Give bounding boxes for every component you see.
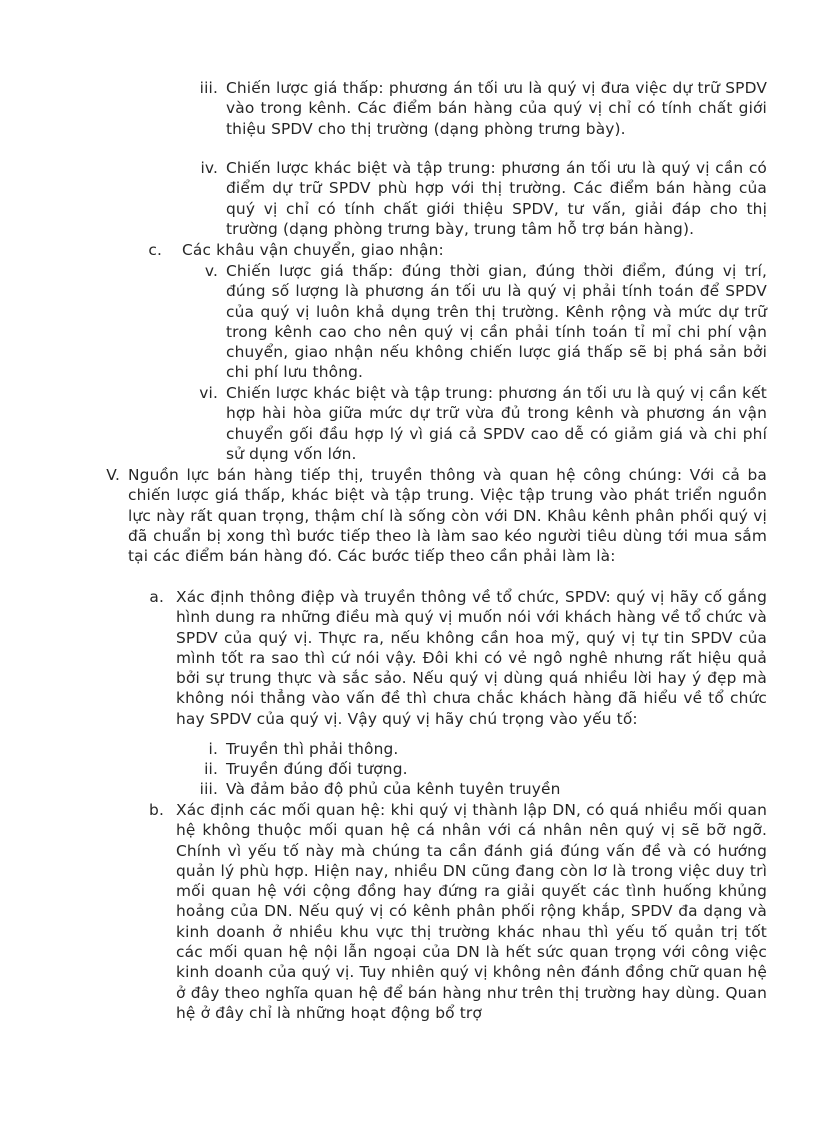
list-item: Chiến lược khác biệt và tập trung: phương án tối ưu là quý vị cần có điểm dự trữ SPDV phù hợp với thị trường. Các điểm bán hàng của quý vị chỉ có tính chất giới thiệu SPDV, tư vấn, giải đáp cho thị trường (dạng phòng trưng bày, trung tâm hỗ trợ bán hàng).: [226, 159, 767, 238]
list-marker: i.: [208, 740, 218, 758]
list-item: Và đảm bảo độ phủ của kênh tuyên truyền: [226, 780, 561, 798]
list-marker: a.: [149, 588, 164, 606]
list-marker: vi.: [199, 384, 218, 402]
section-marker: V.: [106, 466, 120, 484]
list-item: Chiến lược khác biệt và tập trung: phương án tối ưu là quý vị cần kết hợp hài hòa giữa mức dự trữ vừa đủ trong kênh và phương án vận chuyển gối đầu hợp lý vì giá cả SPDV cao dễ có giảm giá và chi phí sử dụng vốn lớn.: [226, 384, 767, 463]
section-heading: Các khâu vận chuyển, giao nhận:: [182, 241, 444, 259]
list-marker: b.: [149, 801, 164, 819]
list-marker: ii.: [204, 760, 218, 778]
list-item: Xác định các mối quan hệ: khi quý vị thành lập DN, có quá nhiều mối quan hệ không thuộc mối quan hệ cá nhân với cá nhân nên quý vị sẽ bỡ ngỡ. Chính vì yếu tố này mà chúng ta cần đánh giá đúng vấn đề và có hướng quản lý phù hợp. Hiện nay, nhiều DN cũng đang còn lơ là trong việc duy trì mối quan hệ với cộng đồng hay đứng ra giải quyết các tình huống khủng hoảng của DN. Nếu quý vị có kênh phân phối rộng khắp, SPDV đa dạng và kinh doanh ở nhiều khu vực thị trường khác nhau thì yếu tố quản trị tốt các mối quan hệ nội lẫn ngoại của DN là hết sức quan trọng với công việc kinh doanh của quý vị. Tuy nhiên quý vị không nên đánh đồng chữ quan hệ ở đây theo nghĩa quan hệ để bán hàng như trên thị trường hay dùng. Quan hệ ở đây chỉ là những hoạt động bổ trợ: [176, 801, 767, 1022]
list-item: Truyền thì phải thông.: [226, 740, 399, 758]
section-marker: c.: [148, 241, 162, 259]
section-paragraph: Nguồn lực bán hàng tiếp thị, truyền thông và quan hệ công chúng: Với cả ba chiến lược giá thấp, khác biệt và tập trung. Việc tập trung vào phát triển nguồn lực này rất quan trọng, thậm chí là sống còn với DN. Khâu kênh phân phối quý vị đã chuẩn bị xong thì bước tiếp theo là làm sao kéo người tiêu dùng tới mua sắm tại các điểm bán hàng đó. Các bước tiếp theo cần phải làm là:: [128, 466, 767, 566]
list-marker: v.: [204, 262, 218, 280]
list-marker: iv.: [200, 159, 218, 177]
list-item: Truyền đúng đối tượng.: [226, 760, 408, 778]
list-marker: iii.: [199, 780, 218, 798]
list-marker: iii.: [199, 79, 218, 97]
list-item: Xác định thông điệp và truyền thông về tổ chức, SPDV: quý vị hãy cố gắng hình dung ra những điều mà quý vị muốn nói với khách hàng về tổ chức và SPDV của quý vị. Thực ra, nếu không cần hoa mỹ, quý vị tự tin SPDV của mình tốt ra sao thì cứ nói vậy. Đôi khi có vẻ ngô nghê nhưng rất hiệu quả bởi sự trung thực và sắc sảo. Nếu quý vị dùng quá nhiều lời hay ý đẹp mà không nói thẳng vào vấn đề thì chưa chắc khách hàng đã hiểu về tổ chức hay SPDV của quý vị. Vậy quý vị hãy chú trọng vào yếu tố:: [176, 588, 767, 728]
list-item: Chiến lược giá thấp: phương án tối ưu là quý vị đưa việc dự trữ SPDV vào trong kênh. Các điểm bán hàng của quý vị chỉ có tính chất giới thiệu SPDV cho thị trường (dạng phòng trưng bày).: [226, 79, 767, 138]
list-item: Chiến lược giá thấp: đúng thời gian, đúng thời điểm, đúng vị trí, đúng số lượng là phương án tối ưu là quý vị phải tính toán để SPDV của quý vị luôn khả dụng trên thị trường. Kênh rộng và mức dự trữ trong kênh cao cho nên quý vị cần phải tính toán tỉ mỉ chi phí vận chuyển, giao nhận nếu không chiến lược giá thấp sẽ bị phá sản bởi chi phí lưu thông.: [226, 262, 767, 382]
